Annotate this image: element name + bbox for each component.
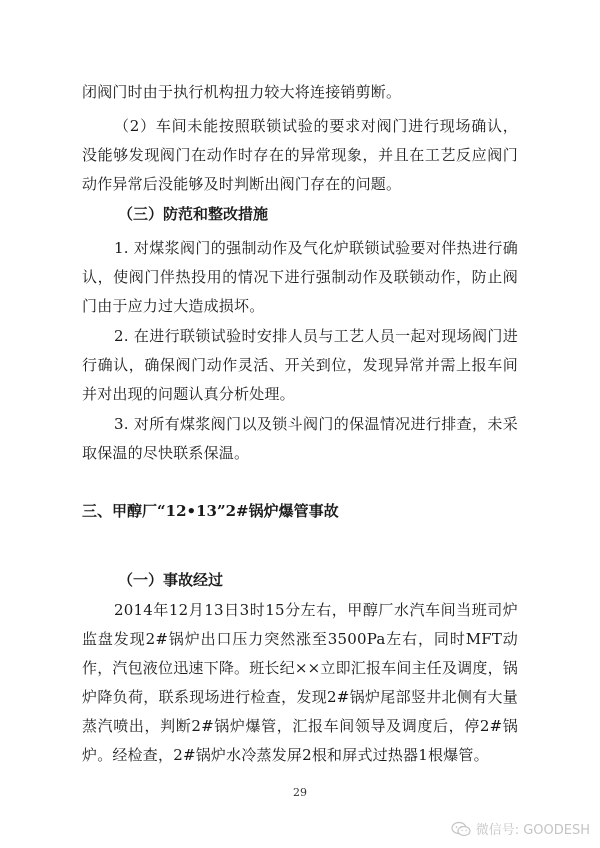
section-heading-boiler-accident: 三、甲醇厂“12•13”2#锅炉爆管事故 <box>82 502 339 520</box>
measure-item-3: 3. 对所有煤浆阀门以及锁斗阀门的保温情况进行排查，未采取保温的尽快联系保温。 <box>82 415 518 462</box>
paragraph-incident: 2014年12月13日3时15分左右，甲醇厂水汽车间当班司炉监盘发现2#锅炉出口压力突然涨至3500Pa左右，同时MFT动作，汽包液位迅速下降。班长纪××立即汇报车间主任及调度，锅炉降负荷，联系现场进行检查，发现2#锅炉尾部竖井北侧有大量蒸汽喷出，判断2#锅炉爆管，汇报车间领导及调度后，停2#锅炉。经检查，2#锅炉水冷蒸发屏2根和屏式过热器1根爆管。 <box>82 601 518 764</box>
watermark-text: 微信号: GOODESH <box>475 823 590 838</box>
wechat-icon <box>451 821 471 837</box>
paragraph-valve-pin: 闭阀门时由于执行机构扭力较大将连接销剪断。 <box>82 83 402 101</box>
page-number: 29 <box>293 786 307 799</box>
paragraph-cause-2: （2）车间未能按照联锁试验的要求对阀门进行现场确认，没能够发现阀门在动作时存在的异常现象，并且在工艺反应阀门动作异常后没能够及时判断出阀门存在的问题。 <box>82 117 518 193</box>
heading-incident-process: （一）事故经过 <box>118 571 224 589</box>
watermark <box>451 819 590 838</box>
measure-item-2: 2. 在进行联锁试验时安排人员与工艺人员一起对现场阀门进行确认，确保阀门动作灵活、开关到位，发现异常并需上报车间并对出现的问题认真分析处理。 <box>82 327 518 403</box>
measure-item-1: 1. 对煤浆阀门的强制动作及气化炉联锁试验要对伴热进行确认，使阀门伴热投用的情况下进行强制动作及联锁动作，防止阀门由于应力过大造成损坏。 <box>82 239 518 315</box>
heading-measures: （三）防范和整改措施 <box>118 205 269 223</box>
